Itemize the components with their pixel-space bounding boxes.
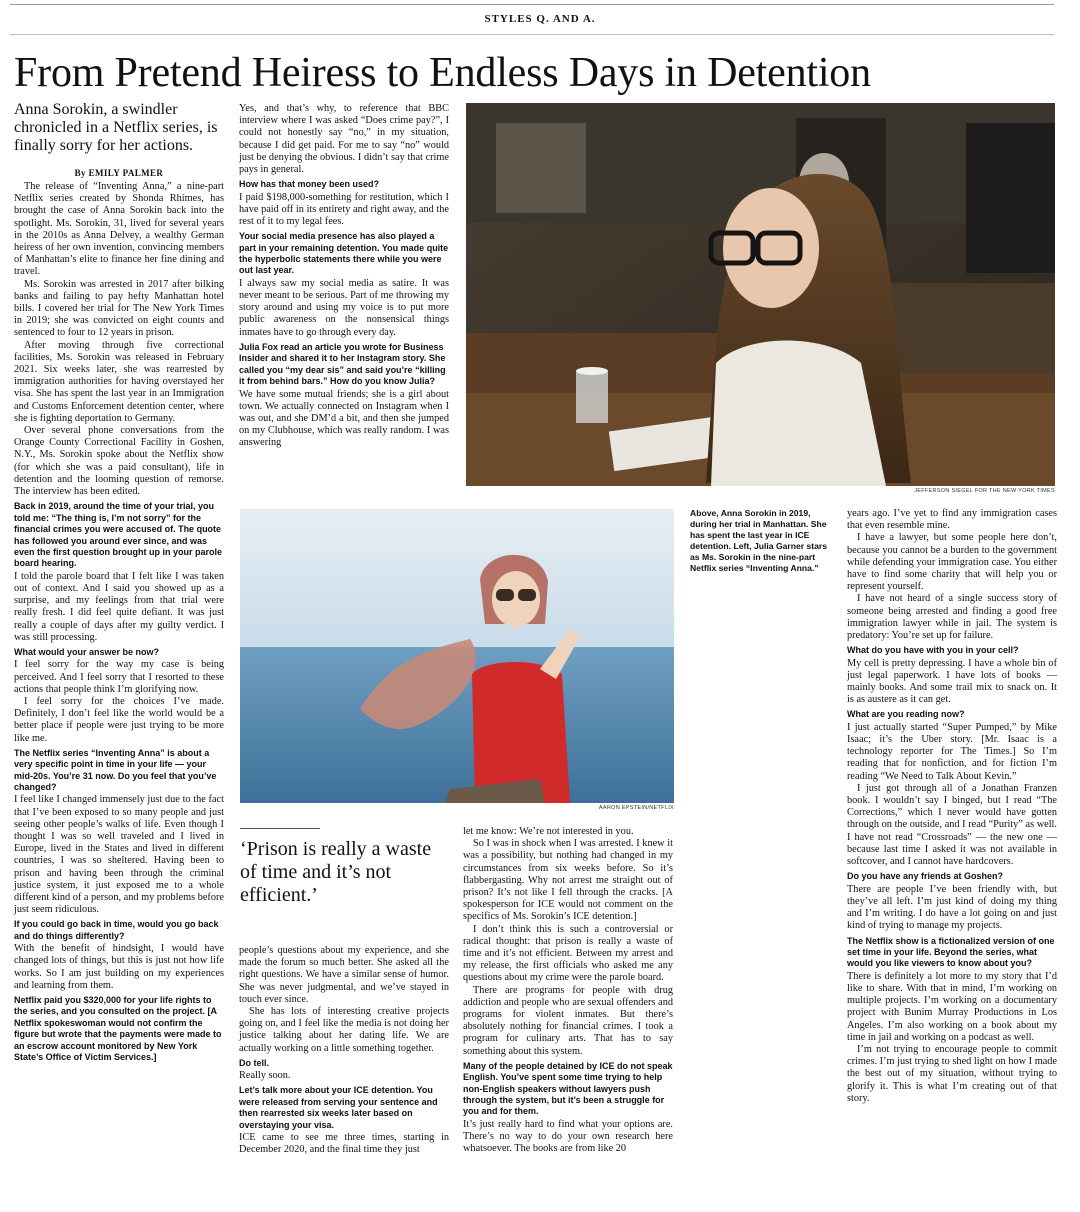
question: Many of the people detained by ICE do not speak English. You’ve spent some time trying to help non-English speakers without lawyers push through the system, but it’s been a struggle for you and for them.	[463, 1060, 673, 1117]
column-1	[14, 181, 224, 1064]
courtroom-photo	[466, 103, 1055, 486]
section-kicker: STYLES Q. AND A.	[484, 13, 596, 25]
answer: ICE came to see me three times, starting in December 2020, and the final time they just	[239, 1132, 449, 1156]
question: Let’s talk more about your ICE detention. You were released from serving your sentence and then rearrested six weeks later based on overstaying your visa.	[239, 1085, 438, 1130]
netflix-still-photo	[240, 509, 674, 803]
answer: She has lots of interesting creative projects going on, and I feel like the media is not doing her justice talking about her dating life. We are actually working on a little something together.	[239, 1006, 449, 1054]
column-2-bottom	[239, 945, 449, 1156]
question: Your social media presence has also played a part in your remaining detention. You made quite the hyperbolic statements there while you were out last year.	[239, 231, 449, 276]
answer: I feel sorry for the way my case is being perceived. And I feel sorry that I resorted to these actions that people think I’m glorifying now.	[14, 659, 224, 695]
answer: Yes, and that’s why, to reference that BBC interview where I was asked “Does crime pay?”, I could not honestly say “no,” in my situation, because I did get paid. For me to say “no” would just be denying the obvious. I didn’t say that crime pays in general.	[239, 103, 449, 176]
courtroom-photo-art	[466, 103, 1055, 486]
answer: I don’t think this is such a controversial or radical thought: that prison is really a waste of time and it’s not efficient. Between my arrest and my release, the first officials who asked me any questions about my crime were the parole board.	[463, 923, 673, 984]
top-rule	[10, 4, 1054, 5]
answer: people’s questions about my experience, and she made the forum so much better. She asked all the right questions. We have a similar sense of humor. She was never judgmental, and we’ve stayed in touch ever since.	[239, 945, 449, 1005]
question: Do tell.	[239, 1057, 270, 1068]
dek: Anna Sorokin, a swindler chronicled in a Netflix series, is finally sorry for her actions.	[14, 101, 218, 154]
pullquote: ‘Prison is really a waste of time and it’s not efficient.’	[240, 838, 432, 906]
answer: I’m not trying to encourage people to commit crimes. I’m just trying to shed light on how I made the best out of my situation, without trying to glorify it. This is what I’m creating out of that story.	[847, 1043, 1057, 1104]
answer: There are programs for people with drug addiction and people who are sexual offenders and programs for violent inmates. But there’s absolutely nothing for financial crimes. I took a program for culinary arts. That has to say something about this system.	[463, 984, 673, 1057]
byline: By EMILY PALMER	[74, 168, 164, 178]
column-3-bottom	[463, 826, 673, 1156]
paragraph: After moving through five correctional facilities, Ms. Sorokin was released in February 2021. Six weeks later, she was rearrested by immigration authorities for having overstayed her visa. She has spent the last year in an Immigration and Customs Enforcement detention center, where she is fighting deportation to Germany.	[14, 339, 224, 424]
answer: So I was in shock when I was arrested. I knew it was a possibility, but nothing had changed in my circumstances from six weeks before. So it’s flabbergasting. Why not arrest me straight out of prison? It’s not like I fell through the cracks. [A spokesperson for ICE would not comment on the specifics of Ms. Sorokin’s ICE detention.]	[463, 838, 673, 923]
netflix-still-art	[240, 509, 674, 803]
answer: years ago. I’ve yet to find any immigration cases that even resemble mine.	[847, 508, 1057, 532]
question: If you could go back in time, would you go back and do things differently?	[14, 919, 219, 941]
answer: It’s just really hard to find what your options are. There’s no way to do your own research here whatsoever. The books are from like 20	[463, 1118, 673, 1155]
answer: let me know: We’re not interested in you.	[463, 826, 634, 837]
photo-credit: AARON EPSTEIN/NETFLIX	[598, 805, 674, 811]
answer: I always saw my social media as satire. It was never meant to be serious. Part of me throwing my story around and using my voice is to put more public awareness on the nonsensical things inmates have to go through every day.	[239, 277, 449, 338]
answer: With the benefit of hindsight, I would have changed lots of things, but this is just not how life works. So I am just building on my experiences and learning from them.	[14, 943, 224, 991]
answer: I have a lawyer, but some people here don’t, because you cannot be a burden to the government while defending your immigration case. You either have to find some charity that will help you or represent yourself.	[847, 532, 1057, 593]
question: Julia Fox read an article you wrote for Business Insider and shared it to her Instagram story. She called you “my dear sis” and said you’re “killing it from behind bars.” How do you know Julia?	[239, 341, 446, 387]
headline: From Pretend Heiress to Endless Days in Detention	[14, 50, 871, 96]
answer: There is definitely a lot more to my story that I’d like to share. With that in mind, I’m working on multiple projects. I’m working on a documentary project with Bunim Murray Productions in Los Angeles. I’m also working on a book about my time in jail and working on a podcast as well.	[847, 970, 1057, 1043]
question: The Netflix series “Inventing Anna” is about a very specific point in time in your life — your mid-20s. You’re 31 now. Do you feel that you’ve changed?	[14, 747, 217, 792]
question: The Netflix show is a fictionalized version of one set time in your life. Beyond the series, what would you like viewers to know about you?	[847, 935, 1055, 969]
answer: I have not heard of a single success story of someone being arrested and finding a good free immigration lawyer while in jail. The system is predatory: You’re set up for failure.	[847, 593, 1057, 642]
answer: I told the parole board that I felt like I was taken out of context. And I said you showed up as a surprise, and my feelings from that trial were really fresh. I did feel quite defiant. It was just really a couple of days after my guilty verdict. I was still processing.	[14, 570, 224, 643]
answer: I feel like I changed immensely just due to the fact that I’ve been exposed to so many people and just seeing other people’s walks of life. Even though I thought I was so well traveled and I lived in Europe, lived in the States and lived in different countries, I was so sheltered. Having been to prison and having been through the criminal justice system, it just exposed me to a whole different kind of a person, and my problems before just seem ridiculous.	[14, 794, 224, 916]
kicker-rule	[10, 34, 1054, 35]
photo-credit: JEFFERSON SIEGEL FOR THE NEW YORK TIMES	[914, 488, 1055, 494]
question: How has that money been used?	[239, 179, 380, 190]
column-2-top	[239, 103, 449, 450]
answer: I feel sorry for the choices I’ve made. Definitely, I don’t feel like the world would be a better place if people were just trying to be more like me.	[14, 695, 224, 744]
answer: I just actually started “Super Pumped,” by Mike Isaac; it’s the Uber story. [Mr. Isaac is a technology reporter for The Times.] So I’m reading that for nonfiction, and for fiction I’m reading “We Need to Talk About Kevin.”	[847, 721, 1057, 782]
question: Netflix paid you $320,000 for your life rights to the series, and you consulted on the project. [A Netflix spokeswoman would not confirm the figure but wrote that the payments were made to an escrow account monitored by New York State’s Office of Victim Services.]	[14, 995, 222, 1063]
answer: There are people I’ve been friendly with, but they’ve all left. I’m just kind of doing my thing and I’m writing. I do have a lot going on and just kind of trying to manage my projects.	[847, 883, 1057, 932]
question: What would your answer be now?	[14, 646, 160, 657]
pullquote-rule	[240, 828, 320, 829]
answer: I paid $198,000-something for restitution, which I have paid off in its entirety and right away, and the rest of it to my legal fees.	[239, 191, 449, 228]
column-4	[847, 508, 1057, 1105]
question: What do you have with you in your cell?	[847, 645, 1019, 656]
answer: My cell is pretty depressing. I have a whole bin of just legal paperwork. I have lots of books — mainly books. And some trail mix to snack on. It is as austere as it can get.	[847, 657, 1057, 706]
answer: I just got through all of a Jonathan Franzen book. I wouldn’t say I binged, but I read “The Corrections,” which I never would have gotten through on the outside, and I read “Purity” as well. I have not read “Crossroads” — the new one — because last time I asked it was not available in softcover, and I cannot have hardcovers.	[847, 782, 1057, 868]
question: What are you reading now?	[847, 709, 965, 720]
paragraph: Ms. Sorokin was arrested in 2017 after bilking banks and failing to pay hefty Manhattan hotel bills. I covered her trial for The New York Times in 2019; she was convicted on eight counts and sentenced to four to 12 years in prison.	[14, 278, 224, 339]
answer: We have some mutual friends; she is a girl about town. We actually connected on Instagram when I was out, and she DM’d a bit, and then she jumped on my Clubhouse, which was really random. I was answering	[239, 388, 449, 449]
question: Back in 2019, around the time of your trial, you told me: “The thing is, I’m not sorry” for the financial crimes you were accused of. The quote has followed you around ever since, and was even the first question brought up in your parole board hearing.	[14, 501, 223, 569]
paragraph: The release of “Inventing Anna,” a nine-part Netflix series created by Shonda Rhimes, has brought the case of Anna Sorokin back into the spotlight. Ms. Sorokin, 31, lived for several years in the 2010s as Anna Delvey, a wealthy German heiress of her own invention, convincing members of Manhattan’s elite to finance her fine dining and travel.	[14, 181, 224, 278]
paragraph: Over several phone conversations from the Orange County Correctional Facility in Goshen, N.Y., Ms. Sorokin spoke about the Netflix show (for which she was a paid consultant), life in detention and the looming question of remorse. The interview has been edited.	[14, 425, 224, 498]
photo-caption: Above, Anna Sorokin in 2019, during her trial in Manhattan. She has spent the last year in ICE detention. Left, Julia Garner stars as Ms. Sorokin in the nine-part Netflix series “Inventing Anna.”	[690, 508, 828, 573]
question: Do you have any friends at Goshen?	[847, 871, 1004, 882]
answer: Really soon.	[239, 1070, 291, 1082]
